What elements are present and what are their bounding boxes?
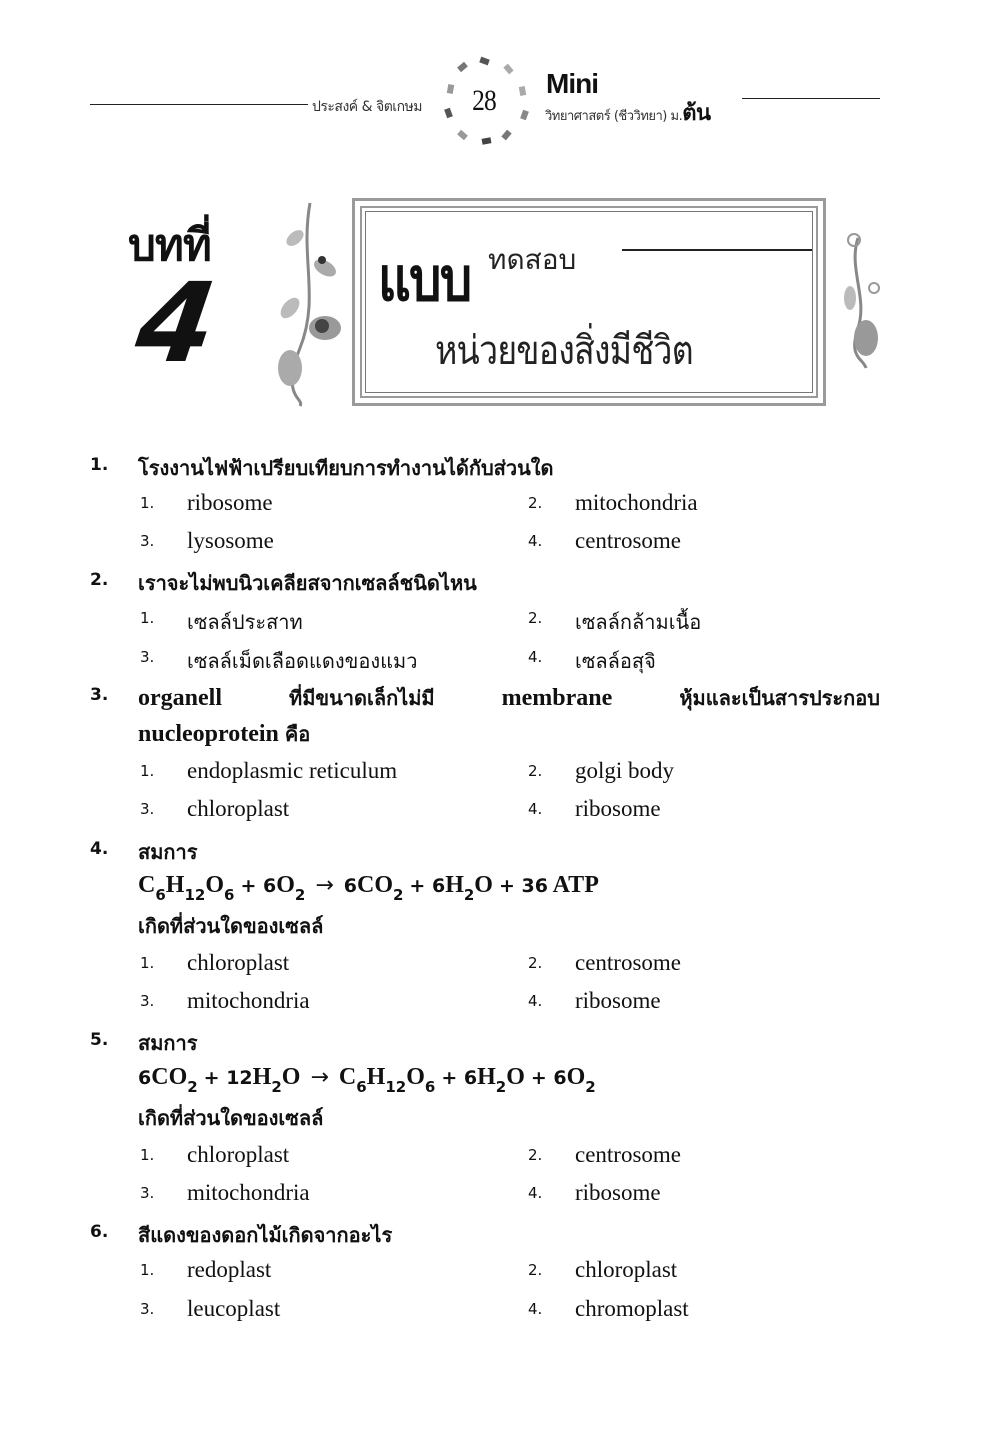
header-rule-right — [742, 98, 880, 99]
option-number: 4. — [528, 532, 543, 550]
vine-sprout-illustration — [838, 228, 883, 373]
option-text: leucoplast — [187, 1296, 281, 1321]
header-subject — [545, 95, 711, 130]
question-number: 6. — [90, 1222, 109, 1242]
option-number: 4. — [528, 1300, 543, 1318]
option-number: 2. — [528, 494, 543, 512]
option-text: mitochondria — [187, 988, 310, 1013]
question-3-line-2 — [138, 718, 310, 750]
title-rule — [622, 249, 812, 251]
option-text: chloroplast — [187, 950, 290, 975]
option-text: เซลล์ประสาท — [187, 610, 303, 634]
question-text-part: ที่มีขนาดเล็กไม่มี — [289, 686, 435, 710]
vine-ladybug-illustration — [270, 198, 350, 408]
option-text: centrosome — [575, 950, 682, 975]
option-text: เซลล์อสุจิ — [575, 649, 656, 673]
question-text: สมการ — [138, 840, 198, 864]
option-number: 4. — [528, 992, 543, 1010]
option-text: ribosome — [575, 988, 661, 1013]
question-text-part: หุ้มและเป็นสารประกอบ — [679, 686, 880, 710]
arrow-icon: → — [315, 873, 334, 898]
question-text: สมการ — [138, 1031, 198, 1055]
arrow-icon: → — [310, 1065, 329, 1090]
option-text: centrosome — [575, 528, 682, 553]
page-number: 28 — [472, 84, 496, 117]
question-number: 3. — [90, 685, 109, 705]
question-number: 2. — [90, 570, 109, 590]
option-number: 2. — [528, 762, 543, 780]
header-authors: ประสงค์ & จิตเกษม — [312, 99, 423, 115]
option-number: 2. — [528, 1146, 543, 1164]
equation-photosynthesis: $6CO_2 + 12H_2O \to C_6H_{12}O_6 + 6H_2O + 6O_2$ — [138, 1064, 596, 1096]
option-text: centrosome — [575, 1142, 682, 1167]
option-number: 2. — [528, 954, 543, 972]
title-big-word: แบบ — [378, 245, 471, 315]
option-text: lysosome — [187, 528, 274, 553]
series-logo: Mini — [546, 68, 598, 99]
option-number: 1. — [140, 1146, 155, 1164]
option-number: 4. — [528, 1184, 543, 1202]
option-text: ribosome — [575, 796, 661, 821]
option-number: 2. — [528, 609, 543, 627]
option-number: 3. — [140, 1184, 155, 1202]
header-subject-text: วิทยาศาสตร์ (ชีววิทยา) ม. — [545, 109, 683, 124]
option-number: 2. — [528, 1261, 543, 1279]
chapter-title: หน่วยของสิ่งมีชีวิต — [435, 328, 693, 374]
option-text: ribosome — [187, 490, 273, 515]
question-text-part: organell — [138, 685, 222, 711]
title-small-word: ทดสอบ — [488, 243, 577, 276]
question-text-th: คือ — [284, 722, 311, 746]
header-level: ต้น — [682, 101, 711, 126]
question-number: 5. — [90, 1030, 109, 1050]
option-text: เซลล์เม็ดเลือดแดงของแมว — [187, 649, 418, 673]
equation-followup: เกิดที่ส่วนใดของเซลล์ — [138, 1106, 324, 1130]
option-text: mitochondria — [187, 1180, 310, 1205]
option-number: 4. — [528, 648, 543, 666]
chapter-label: บทที่ — [128, 220, 211, 271]
header-rule-left — [90, 104, 308, 105]
option-number: 3. — [140, 648, 155, 666]
question-text: สีแดงของดอกไม้เกิดจากอะไร — [138, 1223, 393, 1247]
option-number: 3. — [140, 1300, 155, 1318]
option-text: เซลล์กล้ามเนื้อ — [575, 610, 702, 634]
option-text: golgi body — [575, 758, 675, 783]
option-text: chromoplast — [575, 1296, 689, 1321]
question-text: เราจะไม่พบนิวเคลียสจากเซลล์ชนิดไหน — [138, 571, 477, 595]
option-number: 1. — [140, 609, 155, 627]
option-number: 3. — [140, 992, 155, 1010]
equation-followup: เกิดที่ส่วนใดของเซลล์ — [138, 914, 324, 938]
option-number: 3. — [140, 800, 155, 818]
option-number: 1. — [140, 954, 155, 972]
option-number: 1. — [140, 762, 155, 780]
question-text: โรงงานไฟฟ้าเปรียบเทียบการทำงานได้กับส่วนใด — [138, 456, 554, 480]
question-number: 1. — [90, 455, 109, 475]
option-text: chloroplast — [187, 796, 290, 821]
option-text: chloroplast — [187, 1142, 290, 1167]
option-text: mitochondria — [575, 490, 698, 515]
option-number: 1. — [140, 1261, 155, 1279]
option-number: 1. — [140, 494, 155, 512]
question-text-part: membrane — [501, 685, 613, 711]
option-number: 3. — [140, 532, 155, 550]
question-text-en: nucleoprotein — [138, 721, 279, 747]
option-number: 4. — [528, 800, 543, 818]
question-text — [138, 682, 880, 714]
chapter-number: 4 — [129, 259, 224, 387]
option-text: endoplasmic reticulum — [187, 758, 398, 783]
option-text: ribosome — [575, 1180, 661, 1205]
equation-respiration: $C_6H_{12}O_6 + 6O_2 \to 6CO_2 + 6H_2O + 36$ ATP — [138, 872, 599, 904]
option-text: redoplast — [187, 1257, 272, 1282]
option-text: chloroplast — [575, 1257, 678, 1282]
question-number: 4. — [90, 839, 109, 859]
